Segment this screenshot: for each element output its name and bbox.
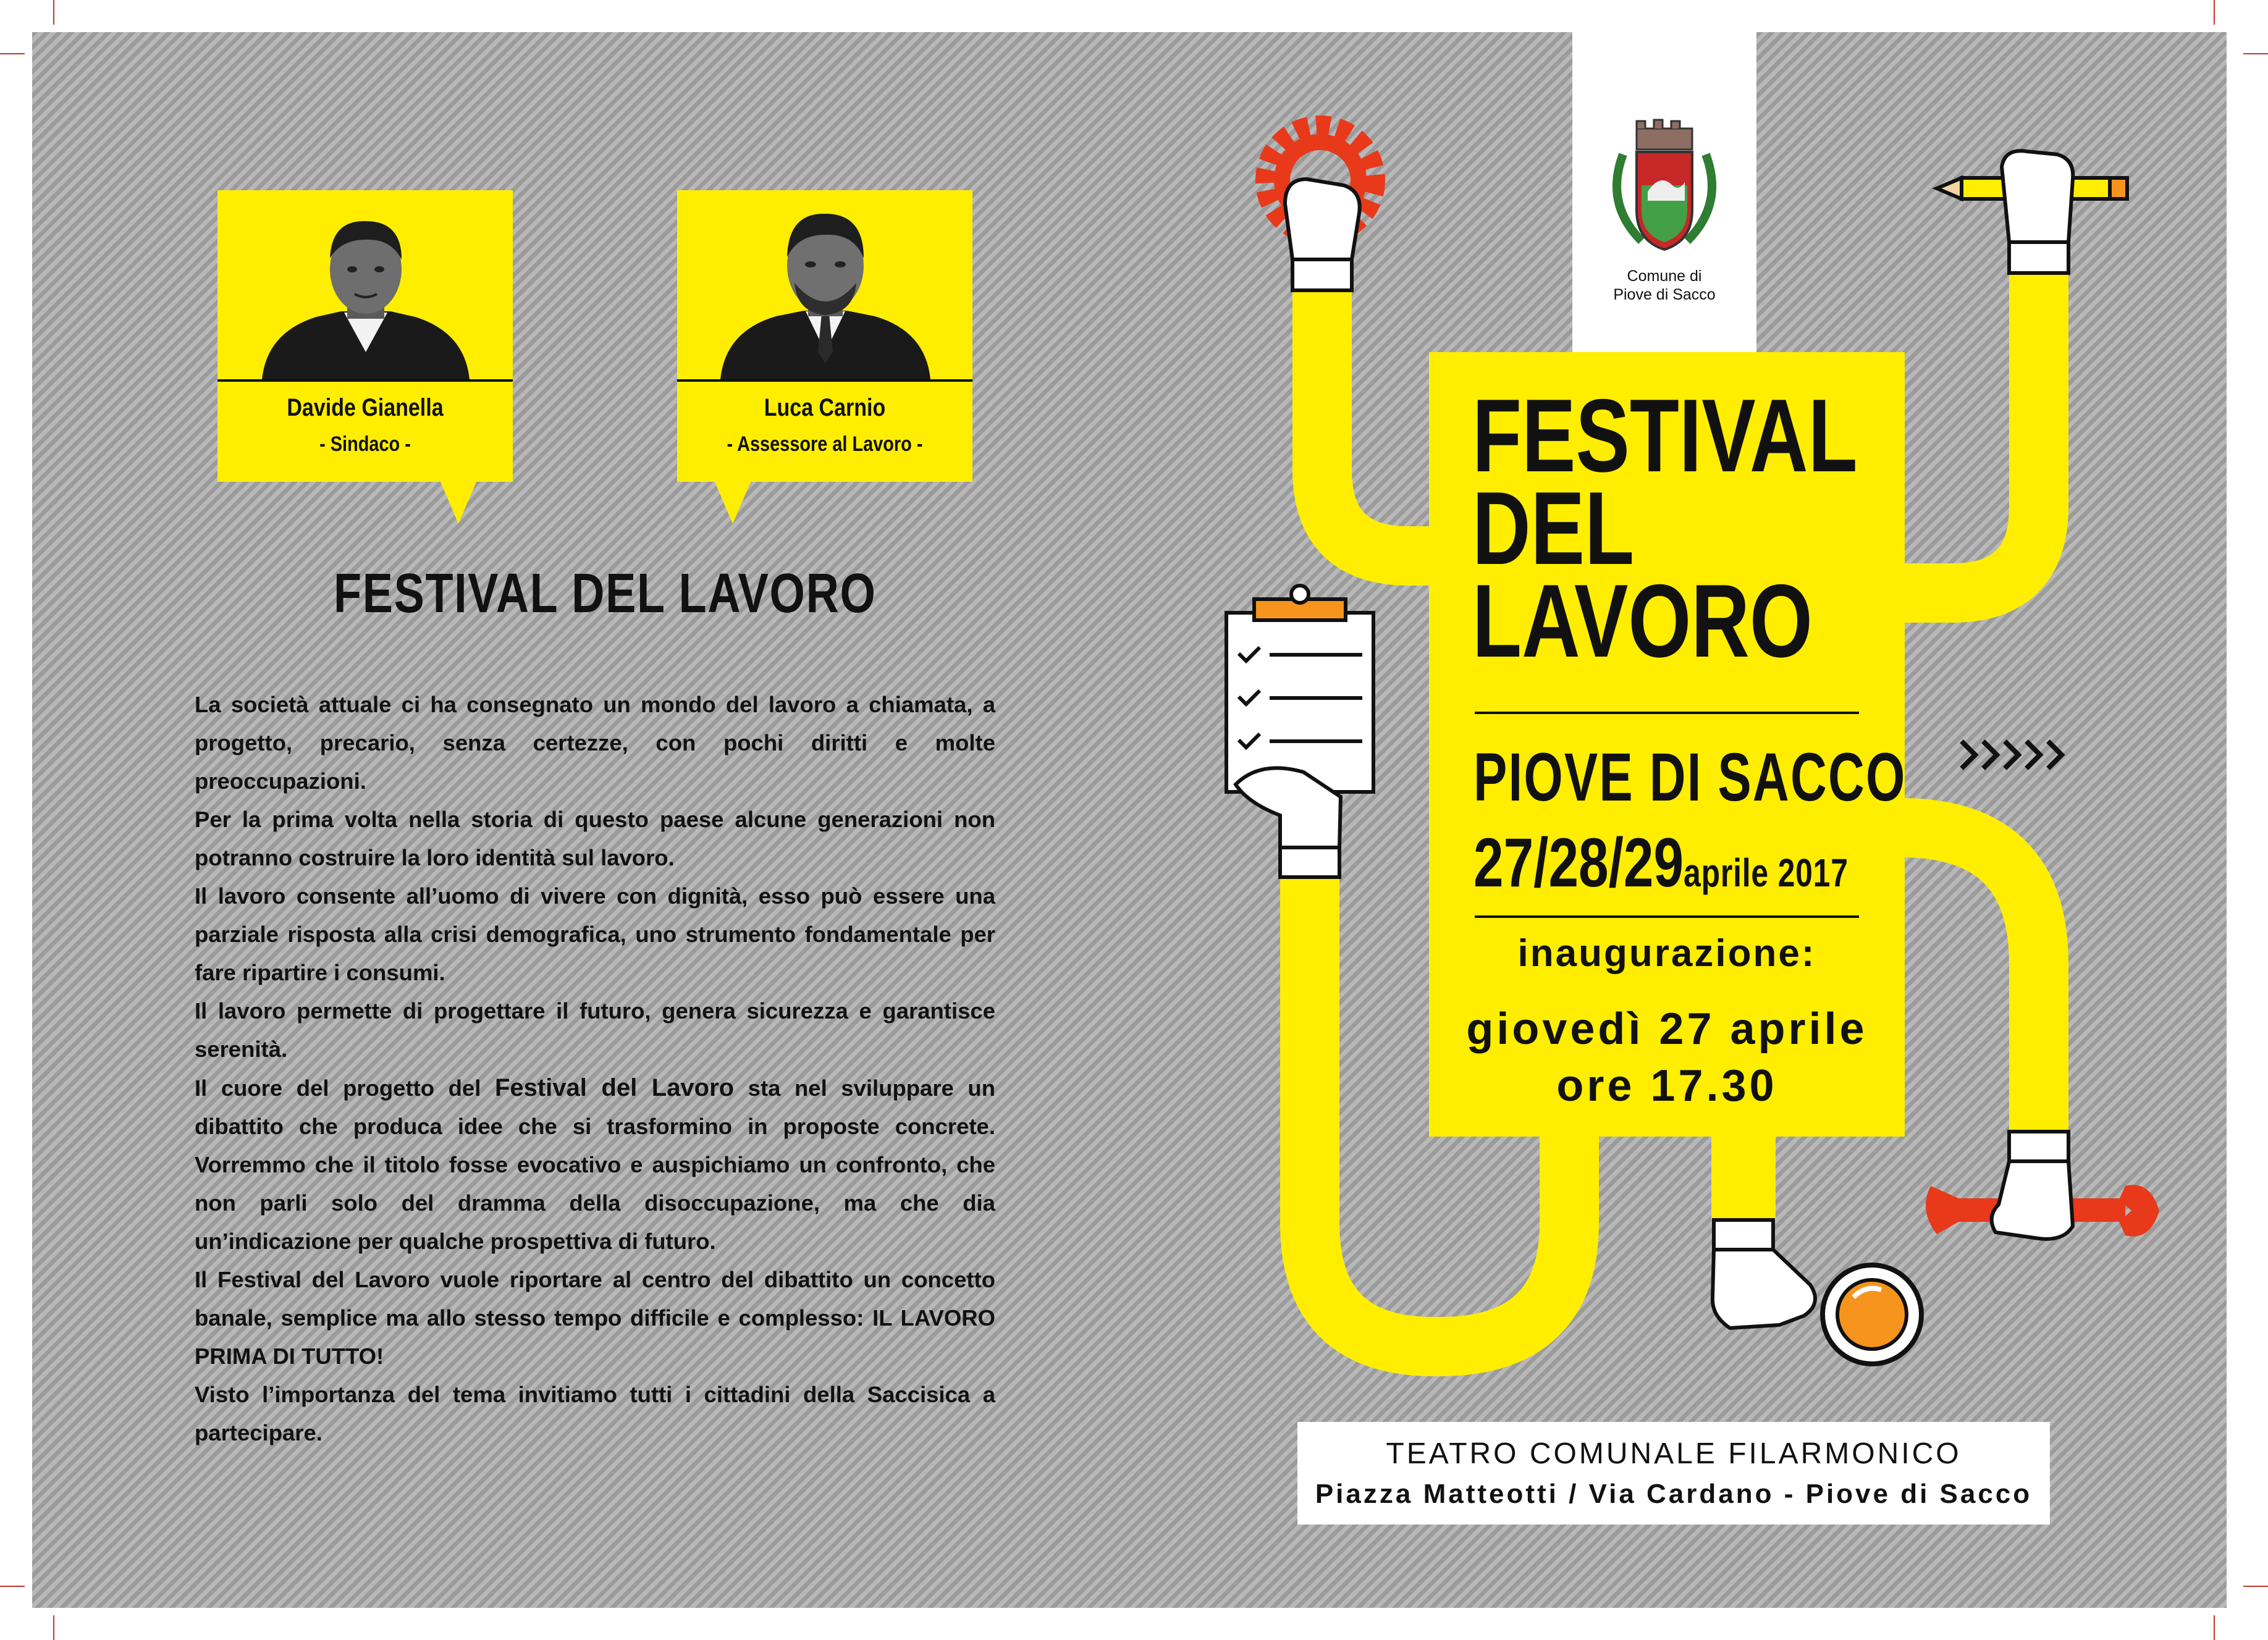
date-days: 27/28/29	[1473, 824, 1684, 901]
poster-main-box	[1429, 352, 1905, 1137]
left-page-title: FESTIVAL DEL LAVORO	[334, 563, 877, 624]
paragraph-text: sta nel sviluppare un dibattito che produca idee che si trasformino in proposte concrete. Vorremmo che il titolo fosse evocativo e auspichiamo un confronto, che non parli solo del dramma della disoccupazione, ma che dia un’indicazione per qualche prospettiva di futuro.	[195, 1075, 996, 1254]
hand-icon	[2002, 151, 2073, 273]
speaker-name: Luca Carnio	[764, 394, 886, 421]
button-icon	[1823, 1265, 1921, 1364]
poster-title	[1472, 377, 1858, 679]
paragraph-text: Il cuore del progetto del	[195, 1075, 495, 1101]
inauguration-time: ore 17.30	[1556, 1061, 1777, 1111]
coat-of-arms-icon	[1604, 117, 1724, 259]
hand-icon	[1713, 1220, 1815, 1328]
paragraph: Il lavoro permette di progettare il futuro, genera sicurezza e garantisce serenità.	[195, 998, 995, 1062]
hand-icon	[1285, 179, 1360, 290]
tube-arm	[1711, 1133, 1776, 1220]
paragraph: Visto l’importanza del tema invitiamo tutti i cittadini della Saccisica a partecipare.	[195, 1382, 995, 1445]
paragraph: La società attuale ci ha consegnato un mondo del lavoro a chiamata, a progetto, precario, senza certezze, con pochi diritti e molte preoccupazioni.	[195, 692, 995, 794]
title-line: LAVORO	[1472, 563, 1813, 679]
venue-address: Piazza Matteotti / Via Cardano - Piove di Sacco	[1315, 1479, 2033, 1509]
paragraph: Il lavoro consente all’uomo di vivere con dignità, esso può essere una parziale risposta alla crisi demografica, uno strumento fondamentale per fare ripartire i consumi.	[195, 883, 995, 985]
clipboard-icon	[1226, 586, 1373, 792]
tube-arm	[1901, 828, 2039, 1149]
arrows-icon	[1962, 741, 2062, 768]
crest-caption	[1572, 267, 1756, 304]
title-line: FESTIVAL	[1472, 377, 1858, 494]
paragraph: Per la prima volta nella storia di questo paese alcune generazioni non potranno costruire la loro identità sul lavoro.	[195, 807, 995, 870]
city-name: PIOVE DI SACCO	[1473, 739, 1907, 815]
crest-line: Piove di Sacco	[1613, 286, 1716, 303]
inauguration-day: giovedì 27 aprile	[1466, 1004, 1868, 1054]
tube-arm	[1901, 272, 2039, 593]
speaker-role: - Assessore al Lavoro -	[727, 432, 923, 456]
crest-line: Comune di	[1627, 267, 1702, 285]
inauguration-when	[1429, 1001, 1905, 1114]
hand-icon	[1992, 1132, 2073, 1239]
divider	[1475, 915, 1859, 918]
tube-arm	[1322, 290, 1440, 556]
speaker-role: - Sindaco -	[319, 432, 411, 456]
venue-box	[1297, 1422, 2050, 1524]
paragraph: Il Festival del Lavoro vuole riportare al centro del dibattito un concetto banale, semplice ma allo stesso tempo difficile e complesso: IL LAVORO PRIMA DI TUTTO!	[195, 1267, 995, 1369]
inauguration-label: inaugurazione:	[1517, 932, 1816, 975]
divider	[1475, 712, 1859, 714]
date-month-year: aprile 2017	[1684, 851, 1849, 895]
municipality-crest	[1572, 32, 1756, 353]
venue-name: TEATRO COMUNALE FILARMONICO	[1386, 1437, 1962, 1470]
hand-icon	[1236, 768, 1341, 877]
title-line: DEL	[1472, 470, 1635, 586]
speaker-name: Davide Gianella	[287, 394, 444, 421]
festival-dates	[1473, 823, 1849, 902]
festival-name-emphasis: Festival del Lavoro	[494, 1074, 735, 1101]
